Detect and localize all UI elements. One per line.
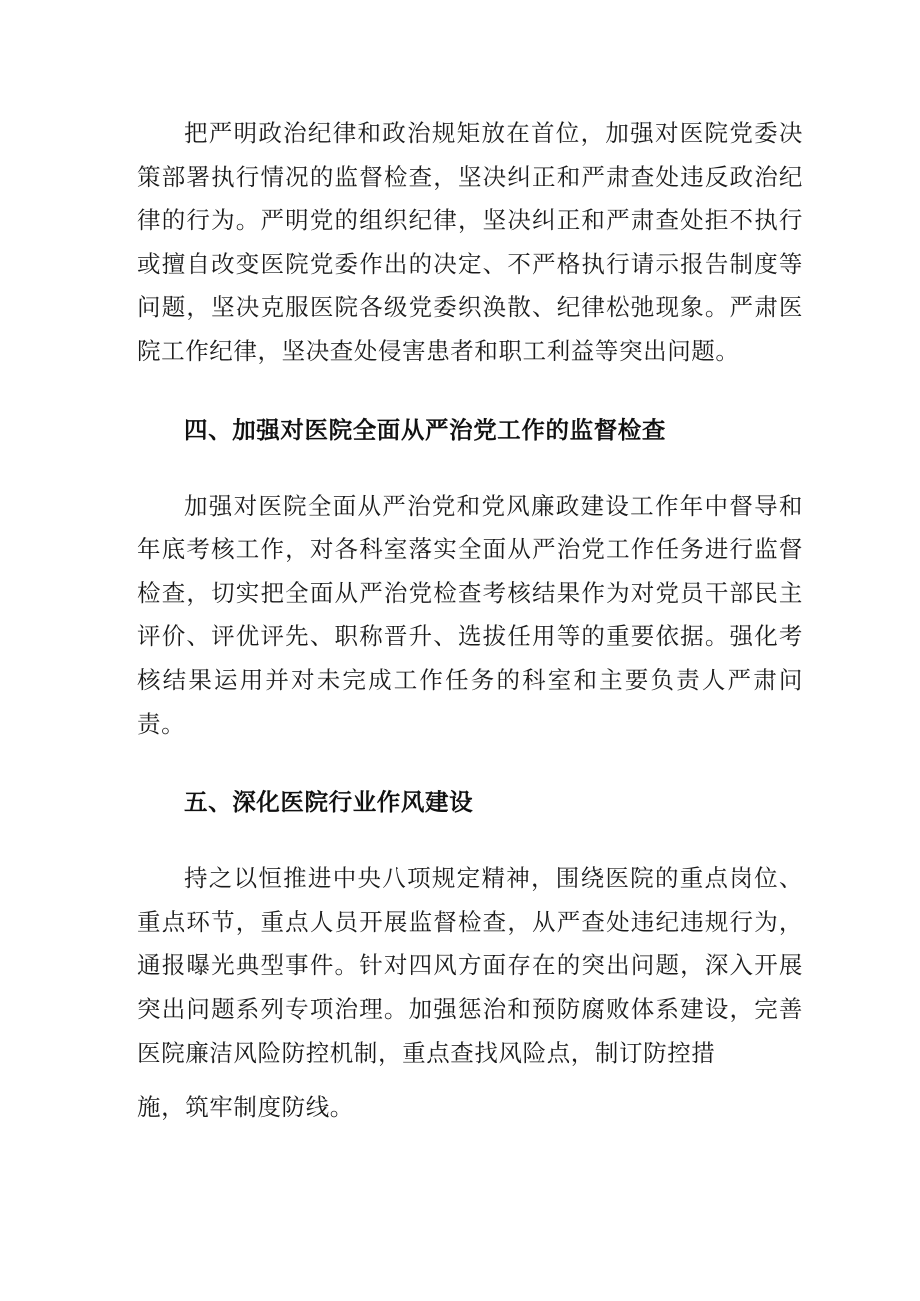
section-heading-5: 五、深化医院行业作风建设 xyxy=(184,788,474,817)
paragraph-supervision-inspection: 加强对医院全面从严治党和党风廉政建设工作年中督导和年底考核工作，对各科室落实全面从严治党工作任务进行监督检查，切实把全面从严治党检查考核结果作为对党员干部民主评价、评优评先、职称晋升、选拔任用等的重要依据。强化考核结果运用并对未完成工作任务的科室和主要负责人严肃问责。 xyxy=(137,491,803,738)
section-heading-4: 四、加强对医院全面从严治党工作的监督检查 xyxy=(184,415,666,444)
document-body xyxy=(137,112,803,1130)
paragraph-work-style-tail: 施，筑牢制度防线。 xyxy=(137,1093,354,1122)
paragraph-political-discipline: 把严明政治纪律和政治规矩放在首位，加强对医院党委决策部署执行情况的监督检查，坚决纠正和严肃查处违反政治纪律的行为。严明党的组织纪律，坚决纠正和严肃查处拒不执行或擅自改变医院党委作出的决定、不严格执行请示报告制度等问题，坚决克服医院各级党委织涣散、纪律松弛现象。严肃医院工作纪律，坚决查处侵害患者和职工利益等突出问题。 xyxy=(137,119,803,365)
paragraph-work-style: 持之以恒推进中央八项规定精神，围绕医院的重点岗位、重点环节，重点人员开展监督检查，从严查处违纪违规行为，通报曝光典型事件。针对四风方面存在的突出问题，深入开展突出问题系列专项治理。加强惩治和预防腐败体系建设，完善医院廉洁风险防控机制，重点查找风险点，制订防控措 xyxy=(137,864,803,1067)
